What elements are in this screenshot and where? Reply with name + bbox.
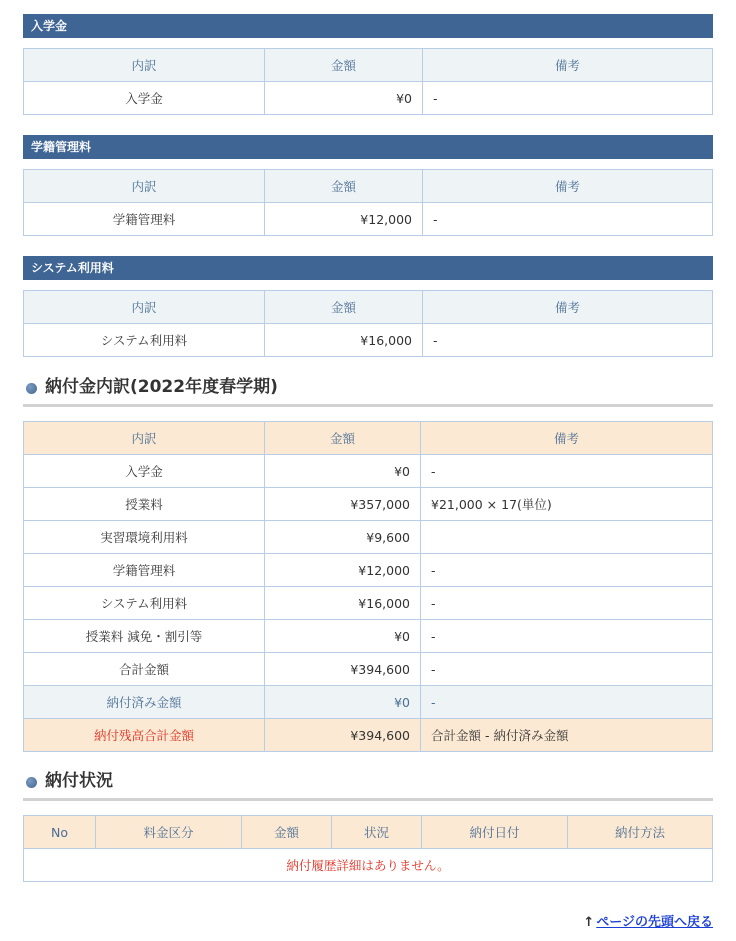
section-bar-title: システム利用料 xyxy=(23,256,713,280)
col-header-note: 備考 xyxy=(423,49,713,82)
table-row xyxy=(24,455,713,488)
cell-item: 学籍管理料 xyxy=(24,554,265,587)
table-row-paid xyxy=(24,686,713,719)
cell-item: システム利用料 xyxy=(24,324,265,357)
col-header-amount: 金額 xyxy=(265,170,423,203)
bullet-dot-icon xyxy=(26,383,37,394)
cell-note: - xyxy=(423,324,713,357)
table-row xyxy=(24,488,713,521)
status-title: 納付状況 xyxy=(45,771,113,791)
cell-note: - xyxy=(423,203,713,236)
col-header-no: No xyxy=(24,816,96,849)
cell-item: 授業料 xyxy=(24,488,265,521)
cell-note: 合計金額 - 納付済み金額 xyxy=(421,719,713,752)
col-header-note: 備考 xyxy=(421,422,713,455)
fee-section-enrollment xyxy=(23,14,713,115)
cell-amount: ¥0 xyxy=(265,82,423,115)
section-bar-title: 学籍管理料 xyxy=(23,135,713,159)
col-header-amount: 金額 xyxy=(265,422,421,455)
cell-amount: ¥12,000 xyxy=(265,203,423,236)
table-row-balance xyxy=(24,719,713,752)
cell-note: - xyxy=(421,686,713,719)
col-header-item: 内訳 xyxy=(24,422,265,455)
col-header-amount: 金額 xyxy=(265,49,423,82)
section-bar-title: 入学金 xyxy=(23,14,713,38)
table-row xyxy=(24,203,713,236)
cell-item: 納付済み金額 xyxy=(24,686,265,719)
table-row-total xyxy=(24,653,713,686)
table-header-row xyxy=(24,49,713,82)
table-header-row xyxy=(24,816,713,849)
col-header-item: 内訳 xyxy=(24,291,265,324)
fee-section-registration xyxy=(23,135,713,236)
cell-note xyxy=(421,521,713,554)
cell-item: 学籍管理料 xyxy=(24,203,265,236)
cell-note: - xyxy=(421,455,713,488)
cell-amount: ¥0 xyxy=(265,455,421,488)
col-header-fee-type: 料金区分 xyxy=(96,816,242,849)
table-row xyxy=(24,82,713,115)
cell-item: 納付残高合計金額 xyxy=(24,719,265,752)
breakdown-title: 納付金内訳(2022年度春学期) xyxy=(45,377,278,397)
col-header-status: 状況 xyxy=(332,816,422,849)
status-heading xyxy=(23,770,713,801)
col-header-payment-method: 納付方法 xyxy=(568,816,713,849)
cell-note: - xyxy=(421,587,713,620)
cell-note: ¥21,000 × 17(単位) xyxy=(421,488,713,521)
fee-section-system xyxy=(23,256,713,357)
col-header-amount: 金額 xyxy=(242,816,332,849)
table-row xyxy=(24,587,713,620)
cell-item: 入学金 xyxy=(24,82,265,115)
table-header-row xyxy=(24,422,713,455)
status-table xyxy=(23,815,713,882)
cell-note: - xyxy=(421,554,713,587)
cell-item: 入学金 xyxy=(24,455,265,488)
table-row xyxy=(24,620,713,653)
cell-amount: ¥16,000 xyxy=(265,587,421,620)
col-header-payment-date: 納付日付 xyxy=(422,816,568,849)
table-row-empty xyxy=(24,849,713,882)
table-row xyxy=(24,521,713,554)
table-header-row xyxy=(24,291,713,324)
cell-note: - xyxy=(421,620,713,653)
status-section xyxy=(23,815,713,882)
breakdown-heading xyxy=(23,376,713,407)
table-header-row xyxy=(24,170,713,203)
fee-table xyxy=(23,48,713,115)
cell-amount: ¥16,000 xyxy=(265,324,423,357)
col-header-note: 備考 xyxy=(423,170,713,203)
cell-amount: ¥9,600 xyxy=(265,521,421,554)
cell-item: システム利用料 xyxy=(24,587,265,620)
bullet-dot-icon xyxy=(26,777,37,788)
empty-message: 納付履歴詳細はありません。 xyxy=(24,849,713,882)
cell-amount: ¥394,600 xyxy=(265,719,421,752)
cell-amount: ¥12,000 xyxy=(265,554,421,587)
cell-item: 実習環境利用料 xyxy=(24,521,265,554)
col-header-item: 内訳 xyxy=(24,49,265,82)
col-header-note: 備考 xyxy=(423,291,713,324)
fee-table xyxy=(23,169,713,236)
cell-item: 合計金額 xyxy=(24,653,265,686)
cell-note: - xyxy=(423,82,713,115)
table-row xyxy=(24,554,713,587)
cell-amount: ¥394,600 xyxy=(265,653,421,686)
col-header-amount: 金額 xyxy=(265,291,423,324)
cell-item: 授業料 減免・割引等 xyxy=(24,620,265,653)
col-header-item: 内訳 xyxy=(24,170,265,203)
back-to-top xyxy=(583,911,713,930)
fee-table xyxy=(23,290,713,357)
arrow-up-icon: ↑ xyxy=(583,915,595,930)
back-to-top-link[interactable]: ページの先頭へ戻る xyxy=(596,915,713,930)
cell-amount: ¥0 xyxy=(265,620,421,653)
breakdown-table xyxy=(23,421,713,752)
cell-amount: ¥357,000 xyxy=(265,488,421,521)
cell-note: - xyxy=(421,653,713,686)
table-row xyxy=(24,324,713,357)
breakdown-section xyxy=(23,421,713,752)
cell-amount: ¥0 xyxy=(265,686,421,719)
